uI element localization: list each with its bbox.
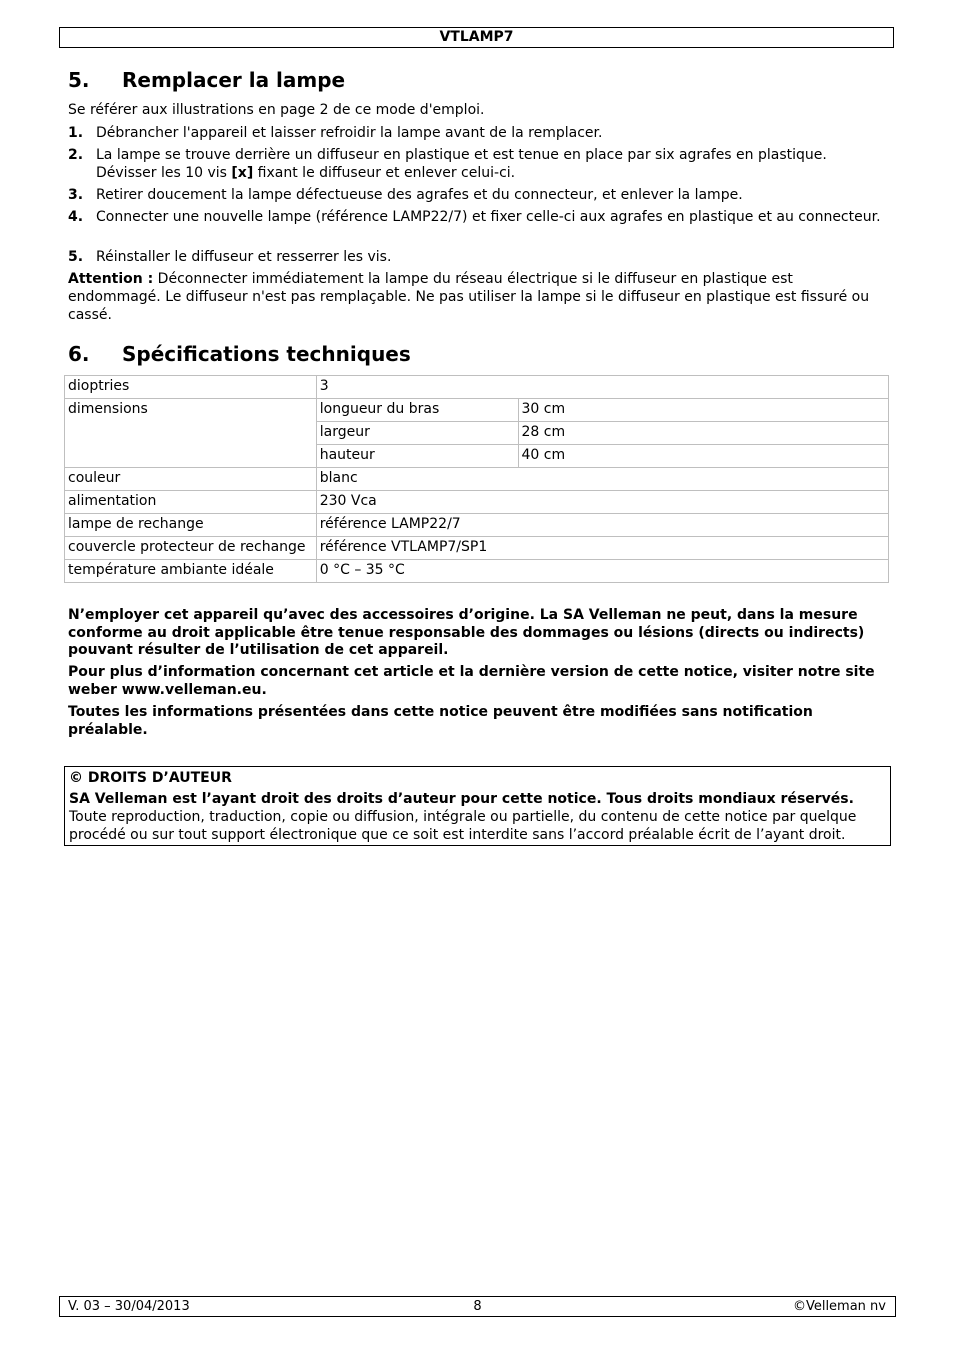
list-item (68, 248, 888, 266)
footer-page-number: 8 (473, 1299, 482, 1314)
page-footer (59, 1296, 896, 1317)
spec-label: alimentation (65, 491, 317, 514)
step-text: Retirer doucement la lampe défectueuse des agrafes et du connecteur, et enlever la lampe. (96, 187, 743, 203)
table-row (65, 468, 889, 491)
spec-value: blanc (316, 468, 888, 491)
step-text-part: La lampe se trouve derrière un diffuseur en plastique et est tenue en place par six agrafes en plastique. Dévisser les 10 vis (96, 147, 827, 181)
spec-label: dimensions (65, 399, 317, 468)
spec-label: dioptries (65, 376, 317, 399)
list-item (68, 186, 888, 204)
spec-sublabel: longueur du bras (316, 399, 518, 422)
notice-accessories: N’employer cet appareil qu’avec des accessoires d’origine. La SA Velleman ne peut, dans la mesure conforme au droit applicable être tenue responsable des dommages ou lésions (directs ou indirects) pouvant résulter de l’utilisation de cet appareil. (68, 607, 865, 658)
table-row (65, 560, 889, 583)
copyright-box (64, 766, 891, 846)
spec-value: 230 Vca (316, 491, 888, 514)
step-number: 3. (68, 187, 84, 203)
footer-version: V. 03 – 30/04/2013 (68, 1299, 190, 1314)
step-number: 2. (68, 147, 84, 163)
spec-sublabel: largeur (316, 422, 518, 445)
spec-value: 3 (316, 376, 888, 399)
table-row (65, 491, 889, 514)
step-text: Réinstaller le diffuseur et resserrer les vis. (96, 249, 392, 265)
spec-value: 28 cm (518, 422, 888, 445)
attention-text: Déconnecter immédiatement la lampe du réseau électrique si le diffuseur en plastique est endommagé. Le diffuseur n'est pas remplaçable. Ne pas utiliser la lampe si le diffuseur en plastique est fissuré ou cassé. (68, 271, 870, 323)
header-title: VTLAMP7 (439, 29, 514, 45)
step-text-bold: [x] (231, 165, 254, 181)
step-text (96, 146, 888, 182)
spec-label: couleur (65, 468, 317, 491)
spec-label: température ambiante idéale (65, 560, 317, 583)
section-6-heading (68, 342, 411, 366)
spec-value: 0 °C – 35 °C (316, 560, 888, 583)
step-text: Débrancher l'appareil et laisser refroidir la lampe avant de la remplacer. (96, 125, 603, 141)
section-6-number: 6. (68, 342, 90, 366)
step-number: 5. (68, 249, 84, 265)
attention-label: Attention : (68, 271, 154, 287)
step-number: 1. (68, 125, 84, 141)
table-row (65, 399, 889, 422)
step-text: Connecter une nouvelle lampe (référence LAMP22/7) et fixer celle-ci aux agrafes en plastique et au connecteur. (96, 209, 881, 225)
section-5-title: Remplacer la lampe (122, 68, 346, 92)
copyright-text: Toute reproduction, traduction, copie ou diffusion, intégrale ou partielle, du contenu de cette notice par quelque procédé ou sur tout support électronique que ce soit est interdite sans l’accord préalable écrit de l’ayant droit. (69, 809, 857, 843)
section-5-intro: Se référer aux illustrations en page 2 de ce mode d'emploi. (68, 102, 485, 118)
page-header (59, 27, 894, 48)
spec-table (64, 375, 889, 583)
spec-value: 40 cm (518, 445, 888, 468)
list-item (68, 208, 888, 226)
spec-sublabel: hauteur (316, 445, 518, 468)
table-row (65, 514, 889, 537)
notice-modifications: Toutes les informations présentées dans cette notice peuvent être modifiées sans notification préalable. (68, 704, 813, 738)
spec-value: 30 cm (518, 399, 888, 422)
list-item (68, 124, 888, 142)
step-number: 4. (68, 209, 84, 225)
table-row (65, 537, 889, 560)
spec-label: couvercle protecteur de rechange (65, 537, 317, 560)
step-text-part: fixant le diffuseur et enlever celui-ci. (253, 165, 516, 181)
section-5-heading (68, 68, 345, 92)
footer-owner: ©Velleman nv (792, 1299, 886, 1314)
spec-value: référence VTLAMP7/SP1 (316, 537, 888, 560)
table-row (65, 376, 889, 399)
copyright-title: © DROITS D’AUTEUR (69, 770, 232, 786)
spec-value: référence LAMP22/7 (316, 514, 888, 537)
list-item (68, 146, 888, 182)
spec-label: lampe de rechange (65, 514, 317, 537)
attention-paragraph (68, 270, 888, 324)
notice-more-info: Pour plus d’information concernant cet article et la dernière version de cette notice, visiter notre site weber www.velleman.eu. (68, 664, 875, 698)
section-5-number: 5. (68, 68, 90, 92)
section-6-title: Spécifications techniques (122, 342, 411, 366)
copyright-bold: SA Velleman est l’ayant droit des droits d’auteur pour cette notice. Tous droits mondiaux réservés. (69, 791, 854, 807)
